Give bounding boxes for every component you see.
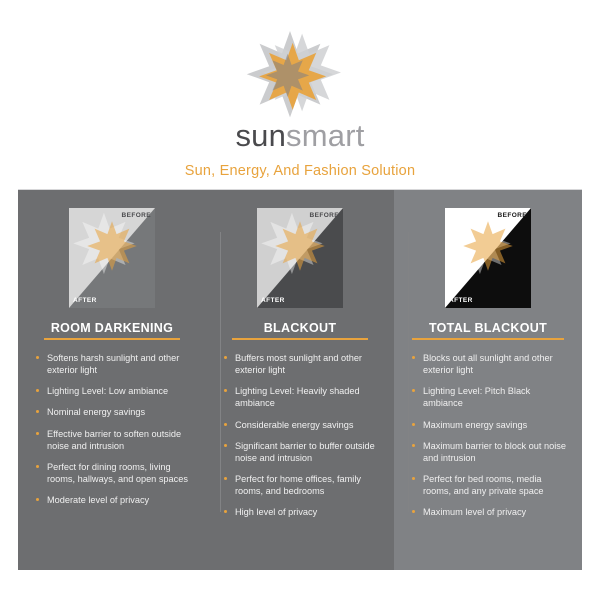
bullet-dot-icon [224,510,227,513]
list-item: Perfect for bed rooms, media rooms, and any private space [412,473,566,497]
list-item: Buffers most sunlight and other exterior light [224,352,378,376]
bullet-dot-icon [36,356,39,359]
column-room-darkening [18,190,206,570]
brand-name-part1: sun [235,118,287,153]
comparison-panel [18,190,582,570]
bullet-dot-icon [36,389,39,392]
swatch-before-label: BEFORE [309,212,339,219]
swatch-before-label: BEFORE [121,212,151,219]
swatch-before-label: BEFORE [497,212,527,219]
bullet-dot-icon [224,444,227,447]
bullet-dot-icon [412,510,415,513]
bullet-dot-icon [36,465,39,468]
list-item: High level of privacy [224,506,378,518]
list-item: Maximum level of privacy [412,506,566,518]
bullet-dot-icon [412,444,415,447]
list-item: Softens harsh sunlight and other exterior light [36,352,190,376]
bullet-dot-icon [224,356,227,359]
fabric-swatch [257,208,343,308]
footer-spacer [0,570,600,600]
list-item: Blocks out all sunlight and other exterior light [412,352,566,376]
list-item: Perfect for dining rooms, living rooms, hallways, and open spaces [36,461,190,485]
logo [240,36,360,114]
bullet-dot-icon [36,498,39,501]
column-divider [220,232,221,512]
column-title-room-darkening: ROOM DARKENING [32,321,192,340]
title-underline [232,338,368,340]
bullet-dot-icon [412,477,415,480]
brand-name-part2: smart [286,118,365,153]
fabric-swatch [445,208,531,308]
list-item: Lighting Level: Low ambiance [36,385,190,397]
header [0,0,600,190]
column-title-total-blackout: TOTAL BLACKOUT [408,321,568,340]
swatch-after-label: AFTER [261,297,285,304]
list-item: Lighting Level: Pitch Black ambiance [412,385,566,409]
list-item: Moderate level of privacy [36,494,190,506]
list-item: Considerable energy savings [224,419,378,431]
brand-tagline: Sun, Energy, And Fashion Solution [184,163,416,179]
title-underline [412,338,564,340]
bullet-dot-icon [412,389,415,392]
bullet-dot-icon [224,477,227,480]
swatch-blackout [257,208,343,308]
swatch-total-blackout [445,208,531,308]
bullet-dot-icon [36,410,39,413]
column-total-blackout [394,190,582,570]
list-item: Significant barrier to buffer outside noise and intrusion [224,440,378,464]
column-blackout [206,190,394,570]
comparison-columns [18,190,582,570]
list-item: Maximum energy savings [412,419,566,431]
feature-list-total-blackout [408,352,568,518]
brand-wordmark [0,120,600,151]
swatch-room-darkening [69,208,155,308]
list-item: Nominal energy savings [36,406,190,418]
bullet-dot-icon [224,389,227,392]
bullet-dot-icon [412,423,415,426]
feature-list-room-darkening [32,352,192,506]
list-item: Lighting Level: Heavily shaded ambiance [224,385,378,409]
column-divider [408,232,409,512]
column-title-blackout: BLACKOUT [220,321,380,340]
list-item: Effective barrier to soften outside noise and intrusion [36,428,190,452]
list-item: Perfect for home offices, family rooms, and bedrooms [224,473,378,497]
fabric-swatch [69,208,155,308]
bullet-dot-icon [224,423,227,426]
feature-list-blackout [220,352,380,518]
title-underline [44,338,180,340]
bullet-dot-icon [36,432,39,435]
list-item: Maximum barrier to block out noise and intrusion [412,440,566,464]
swatch-after-label: AFTER [73,297,97,304]
bullet-dot-icon [412,356,415,359]
swatch-after-label: AFTER [449,297,473,304]
